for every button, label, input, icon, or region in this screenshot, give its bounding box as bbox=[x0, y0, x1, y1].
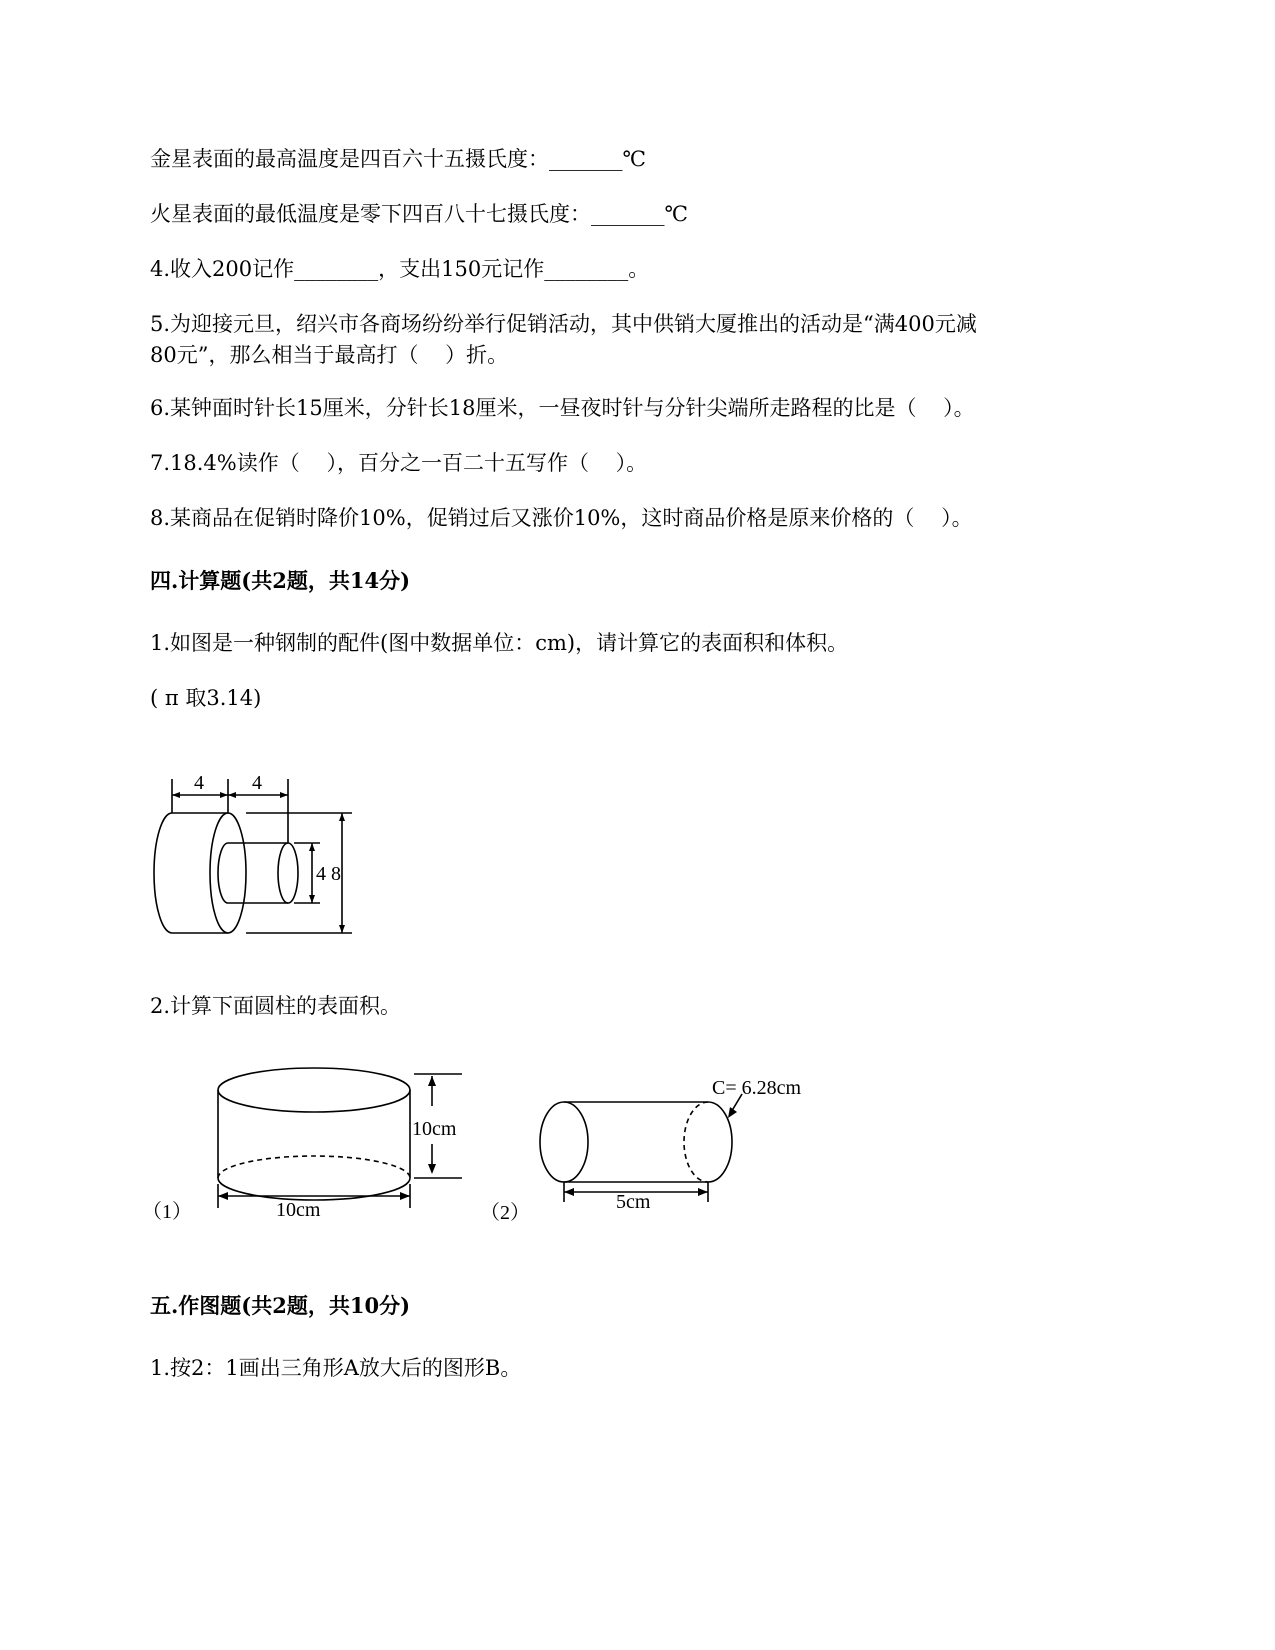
label-diameter-small: 4 bbox=[316, 863, 326, 885]
cylinder-2-right-front bbox=[708, 1102, 732, 1182]
large-cylinder-left-arc bbox=[154, 813, 172, 933]
section-4-question-1: 1.如图是一种钢制的配件(图中数据单位：cm)，请计算它的表面积和体积。 bbox=[150, 631, 849, 655]
small-cylinder-left-arc bbox=[218, 843, 228, 903]
section-4-question-2: 2.计算下面圆柱的表面积。 bbox=[150, 994, 402, 1018]
figure-label-1: （1） bbox=[142, 1201, 192, 1223]
arrow bbox=[309, 895, 315, 903]
label-diameter-large: 8 bbox=[331, 863, 341, 885]
arrow bbox=[280, 792, 288, 798]
diameter-label: 10cm bbox=[276, 1199, 321, 1221]
arrow bbox=[172, 792, 180, 798]
question-5-line-2: 80元”，那么相当于最高打（ ）折。 bbox=[150, 343, 509, 367]
length-label: 5cm bbox=[616, 1191, 651, 1213]
arrow bbox=[428, 1164, 436, 1174]
arrow bbox=[698, 1188, 708, 1196]
cylinder-2-left-face bbox=[540, 1102, 588, 1182]
arrow bbox=[228, 792, 236, 798]
figure-label-2: （2） bbox=[480, 1202, 530, 1224]
small-cylinder-end-face bbox=[278, 843, 298, 903]
question-6: 6.某钟面时针长15厘米，分针长18厘米，一昼夜时针与分针尖端所走路程的比是（ ）。 bbox=[150, 396, 975, 420]
cylinder-2-right-back-dashed bbox=[684, 1102, 708, 1182]
question-7: 7.18.4%读作（ ），百分之一百二十五写作（ ）。 bbox=[150, 451, 648, 475]
arrow bbox=[309, 843, 315, 851]
section-4-question-1-note: ( π 取3.14) bbox=[150, 686, 262, 710]
cylinder-figure-1 bbox=[140, 1060, 480, 1240]
cylinder-1-bottom-back-dashed bbox=[218, 1156, 410, 1178]
question-4: 4.收入200记作________，支出150元记作________。 bbox=[150, 257, 650, 281]
steel-part-figure bbox=[140, 765, 370, 945]
arrow bbox=[564, 1188, 574, 1196]
circumference-label: C= 6.28cm bbox=[712, 1077, 802, 1099]
mars-question: 火星表面的最低温度是零下四百八十七摄氏度：_______℃ bbox=[150, 202, 688, 226]
arrow bbox=[428, 1076, 436, 1086]
cylinder-figure-2 bbox=[480, 1070, 820, 1240]
arrow bbox=[400, 1192, 410, 1200]
section-4-heading: 四.计算题(共2题，共14分) bbox=[150, 568, 411, 593]
question-8: 8.某商品在促销时降价10%，促销过后又涨价10%，这时商品价格是原来价格的（ ）。 bbox=[150, 506, 973, 530]
label-length-small: 4 bbox=[252, 772, 262, 794]
arrow bbox=[339, 925, 345, 933]
section-5-question-1: 1.按2：1画出三角形A放大后的图形B。 bbox=[150, 1356, 522, 1380]
height-label: 10cm bbox=[412, 1118, 457, 1140]
cylinder-1-top-face bbox=[218, 1068, 410, 1112]
label-length-large: 4 bbox=[194, 772, 204, 794]
arrow bbox=[339, 813, 345, 821]
arrow bbox=[220, 792, 228, 798]
section-5-heading: 五.作图题(共2题，共10分) bbox=[150, 1293, 411, 1318]
large-cylinder-front-face bbox=[210, 813, 246, 933]
arrow bbox=[218, 1192, 228, 1200]
venus-question: 金星表面的最高温度是四百六十五摄氏度：_______℃ bbox=[150, 147, 646, 171]
question-5-line-1: 5.为迎接元旦，绍兴市各商场纷纷举行促销活动，其中供销大厦推出的活动是“满400元减 bbox=[150, 312, 977, 336]
